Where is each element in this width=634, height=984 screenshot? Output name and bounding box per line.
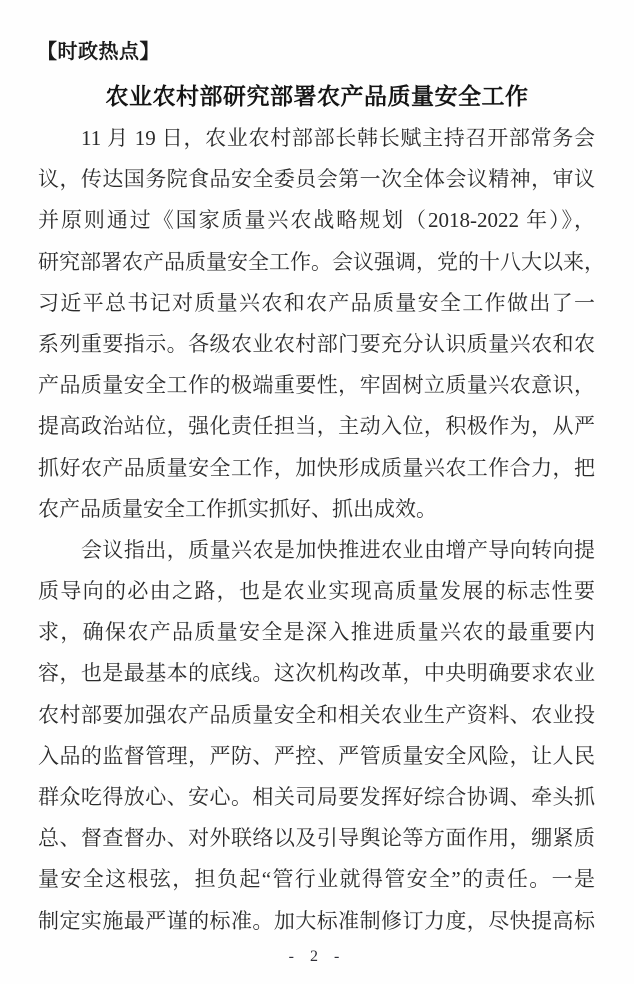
- body-line: 11 月 19 日，农业农村部部长韩长赋主持召开部常务会: [81, 126, 595, 150]
- body-line: 产品质量安全工作的极端重要性，牢固树立质量兴农意识，: [38, 373, 595, 398]
- body-line: 议，传达国务院食品安全委员会第一次全体会议精神，审议: [38, 167, 595, 192]
- body-line: 总、督查督办、对外联络以及引导舆论等方面作用，绷紧质: [38, 826, 595, 851]
- body-line: 农产品质量安全工作抓实抓好、抓出成效。: [38, 496, 437, 521]
- page-title: 农业农村部研究部署农产品质量安全工作: [105, 84, 529, 109]
- body-line: 提高政治站位，强化责任担当，主动入位，积极作为，从严: [38, 414, 595, 439]
- body-line: 研究部署农产品质量安全工作。会议强调，党的十八大以来，: [38, 249, 605, 274]
- section-tag: 【时政热点】: [37, 41, 160, 63]
- body-line: 量安全这根弦，担负起“管行业就得管安全”的责任。一是: [38, 867, 595, 892]
- body-line: 制定实施最严谨的标准。加大标准制修订力度，尽快提高标: [38, 908, 595, 933]
- body-line: 容，也是最基本的底线。这次机构改革，中央明确要求农业: [38, 661, 595, 686]
- body-line: 系列重要指示。各级农业农村部门要充分认识质量兴农和农: [38, 331, 595, 356]
- body-line: 会议指出，质量兴农是加快推进农业由增产导向转向提: [81, 537, 595, 562]
- body-line: 群众吃得放心、安心。相关司局要发挥好综合协调、牵头抓: [38, 785, 595, 809]
- body-line: 习近平总书记对质量兴农和农产品质量安全工作做出了一: [38, 290, 595, 315]
- page-number: - 2 -: [288, 948, 346, 965]
- body-line: 抓好农产品质量安全工作，加快形成质量兴农工作合力，把: [38, 455, 595, 480]
- body-line: 入品的监督管理，严防、严控、严管质量安全风险，让人民: [38, 743, 595, 768]
- document-body: [38, 118, 605, 942]
- body-line: 农村部要加强农产品质量安全和相关农业生产资料、农业投: [38, 702, 595, 727]
- body-line: 质导向的必由之路，也是农业实现高质量发展的标志性要: [38, 579, 595, 604]
- body-line: 并原则通过《国家质量兴农战略规划（2018-2022 年）》，: [38, 208, 595, 233]
- body-line: 求，确保农产品质量安全是深入推进质量兴农的最重要内: [38, 620, 595, 645]
